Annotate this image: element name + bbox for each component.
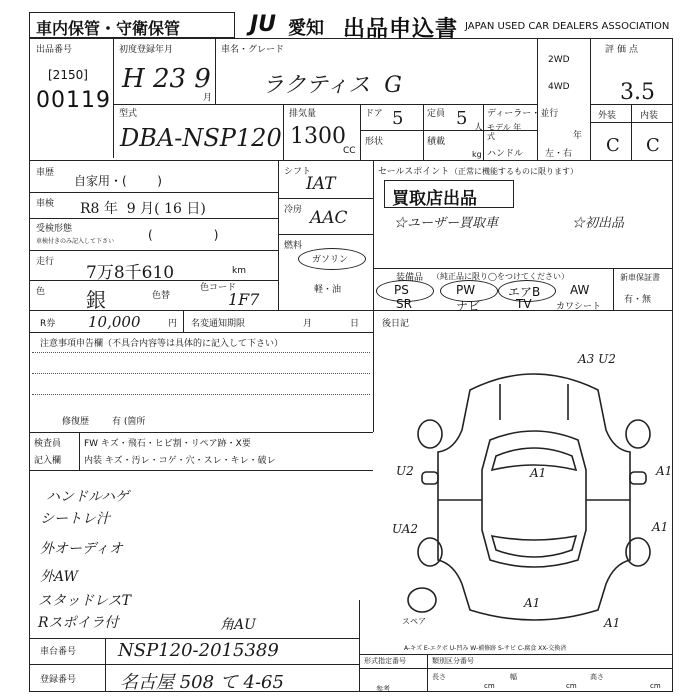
mileage-value: 7万8千610 xyxy=(86,263,175,283)
equipment-note: （純正品に限り◯をつけてください） xyxy=(432,272,569,281)
door-value: 5 xyxy=(392,108,404,129)
form-number-label: 形式指定番号 xyxy=(364,657,406,665)
sales-badge: 買取店出品 xyxy=(392,189,477,209)
diagram-a1-4: A1 xyxy=(524,596,541,610)
fuel-gas: ガソリン xyxy=(312,255,349,265)
car-name-value: ラクティス G xyxy=(262,73,402,98)
displacement-label: 排気量 xyxy=(289,109,317,119)
attention-label: 注意事項申告欄（不具合内容等は具体的に記入して下さい） xyxy=(40,339,284,349)
interior-value: C xyxy=(646,135,660,156)
equip-navi: ナビ xyxy=(456,299,481,313)
door-label: ドア xyxy=(365,109,383,119)
diagram-a1-2: A1 xyxy=(656,464,673,478)
inspector-row-1: FW キズ・飛石・ヒビ割・リペア跡・X要 xyxy=(84,439,251,449)
association-name: JAPAN USED CAR DEALERS ASSOCIATION xyxy=(465,21,670,32)
load-unit: kg xyxy=(472,150,482,159)
shape-label: 形状 xyxy=(365,137,384,147)
drive-2wd: 2WD xyxy=(548,55,570,65)
exterior-value: C xyxy=(606,135,620,156)
mileage-label: 走行 xyxy=(36,257,55,267)
receive-label: 受検形態 xyxy=(36,224,73,234)
year-unit: 年 xyxy=(573,131,583,141)
exterior-label: 外装 xyxy=(598,111,617,121)
equip-pw: PW xyxy=(456,283,476,297)
cm-unit-2: cm xyxy=(566,682,577,690)
ju-logo: JU xyxy=(250,12,277,37)
diagram-a1-1: A1 xyxy=(530,466,547,480)
category-label: 類別区分番号 xyxy=(432,657,474,665)
equip-aw: AW xyxy=(570,283,590,297)
equip-ab: エアB xyxy=(508,285,541,299)
repair-label: 修復歴 xyxy=(62,417,90,427)
lot-number: 00119 xyxy=(36,88,111,113)
handle-value: 左・右 xyxy=(545,149,573,159)
color-value: 銀 xyxy=(86,288,106,312)
dealer-label: ディーラー・並行 xyxy=(487,109,559,119)
shift-label: シフト xyxy=(284,167,312,177)
note-3: 外オーディオ xyxy=(40,541,123,557)
length-label: 長さ xyxy=(432,673,446,681)
diagram-ua2: UA2 xyxy=(392,522,419,536)
receive-note: 車検付きのみ記入して下さい xyxy=(36,238,115,245)
capacity-value: 5 xyxy=(456,108,468,129)
handle-label: ハンドル xyxy=(487,149,524,159)
r-ticket-unit: 円 xyxy=(168,319,178,329)
car-diagram xyxy=(400,360,668,628)
inspection-value: R8 年 9 月( 16 日) xyxy=(80,201,206,217)
plate-value: 名古屋 508 て 4-65 xyxy=(120,672,284,693)
fuel-label: 燃料 xyxy=(284,241,303,251)
color-code-label: 色コード xyxy=(200,283,237,293)
color-code-value: 1F7 xyxy=(228,290,260,309)
diagram-a1-3: A1 xyxy=(652,520,669,534)
shift-value: IAT xyxy=(306,174,336,194)
model-year-label: モデル 年式 xyxy=(487,123,522,141)
model-value: DBA-NSP120 xyxy=(120,124,282,152)
inspector-label-2: 記入欄 xyxy=(34,456,62,466)
org-name: 愛知 xyxy=(288,18,324,39)
r-ticket-value: 10,000 xyxy=(88,313,141,331)
note-4: 外AW xyxy=(40,569,78,585)
grade-label: 評価点 xyxy=(605,45,642,55)
inspector-label-1: 検査員 xyxy=(34,439,62,449)
load-label: 積載 xyxy=(427,137,446,147)
name-change-label: 名変通知期限 xyxy=(191,319,246,329)
chassis-label: 車台番号 xyxy=(40,647,77,657)
note-5: スタッドレスT xyxy=(38,593,131,609)
mileage-unit: km xyxy=(232,266,246,276)
sales-point-note: （正常に機能するものに限ります） xyxy=(450,167,578,176)
cooler-label: 冷房 xyxy=(284,205,303,215)
form-title: 出品申込書 xyxy=(343,17,459,42)
repair-value: 有 (箇所 xyxy=(112,417,146,427)
reg-value: H 23 9 xyxy=(122,64,211,94)
capacity-unit: 人 xyxy=(474,123,484,133)
diagram-a3u2: A3 U2 xyxy=(578,352,616,366)
note-2: シートレ汁 xyxy=(40,511,110,527)
diagram-a1-5: A1 xyxy=(604,616,621,630)
drive-4wd: 4WD xyxy=(548,82,570,92)
equipment-label: 装備品 xyxy=(396,273,424,283)
cm-unit-1: cm xyxy=(484,682,495,690)
sales-text-1: ☆ユーザー買取車 xyxy=(394,216,499,231)
inspection-label: 車検 xyxy=(36,199,55,209)
note-6: Rスポイラ付 xyxy=(38,615,119,631)
color-change-label: 色替 xyxy=(152,291,171,301)
note-7: 角AU xyxy=(220,617,256,633)
equip-sr: SR xyxy=(396,297,412,311)
name-change-day: 日 xyxy=(350,319,360,329)
displacement-value: 1300 xyxy=(290,124,346,149)
lot-label: 出品番号 xyxy=(36,45,73,55)
grade-value: 3.5 xyxy=(620,80,655,105)
reg-month-unit: 月 xyxy=(203,93,213,103)
color-label: 色 xyxy=(36,287,46,297)
cm-unit-3: cm xyxy=(650,682,661,690)
reg-label: 初度登録年月 xyxy=(119,45,174,55)
fuel-diesel: 軽・油 xyxy=(314,285,342,295)
car-name-label: 車名・グレード xyxy=(221,45,285,55)
back-note-label: 後日記 xyxy=(382,319,410,329)
history-label: 車歴 xyxy=(36,168,55,178)
history-value: 自家用・( ) xyxy=(74,174,162,188)
model-label: 型式 xyxy=(119,109,138,119)
diagram-u2: U2 xyxy=(396,464,414,478)
cooler-value: AAC xyxy=(310,208,348,228)
inspector-row-2: 内装 キズ・汚レ・コゲ・穴・スレ・キレ・破レ xyxy=(84,456,276,466)
note-1: ハンドルハゲ xyxy=(46,489,130,505)
chassis-value: NSP120-2015389 xyxy=(118,640,279,661)
width-label: 幅 xyxy=(510,673,517,681)
height-label: 高さ xyxy=(590,673,604,681)
plate-label: 登録番号 xyxy=(40,675,77,685)
equip-tv: TV xyxy=(516,297,532,311)
equip-seat: カワシート xyxy=(556,302,602,312)
diagram-spare: スペア xyxy=(402,617,426,626)
ref-label: 参考 xyxy=(376,685,390,693)
capacity-label: 定員 xyxy=(427,109,446,119)
sales-text-2: ☆初出品 xyxy=(572,216,625,231)
equip-ps: PS xyxy=(394,283,409,297)
displacement-unit: CC xyxy=(343,146,356,156)
warranty-value: 有・無 xyxy=(624,295,652,305)
receive-value: ( ) xyxy=(148,228,219,242)
lot-code: [2150] xyxy=(48,68,88,82)
sales-point-label: セールスポイント xyxy=(378,167,450,177)
storage-label: 車内保管・守衛保管 xyxy=(36,19,181,38)
interior-label: 内装 xyxy=(640,111,659,121)
r-ticket-label: R券 xyxy=(40,319,56,329)
name-change-month: 月 xyxy=(303,319,313,329)
warranty-label: 新車保証書 xyxy=(620,273,660,282)
diagram-legend: A-キズ E-エクボ U-凹み W-補修跡 S-サビ C-腐食 XX-交換済 xyxy=(404,645,567,652)
